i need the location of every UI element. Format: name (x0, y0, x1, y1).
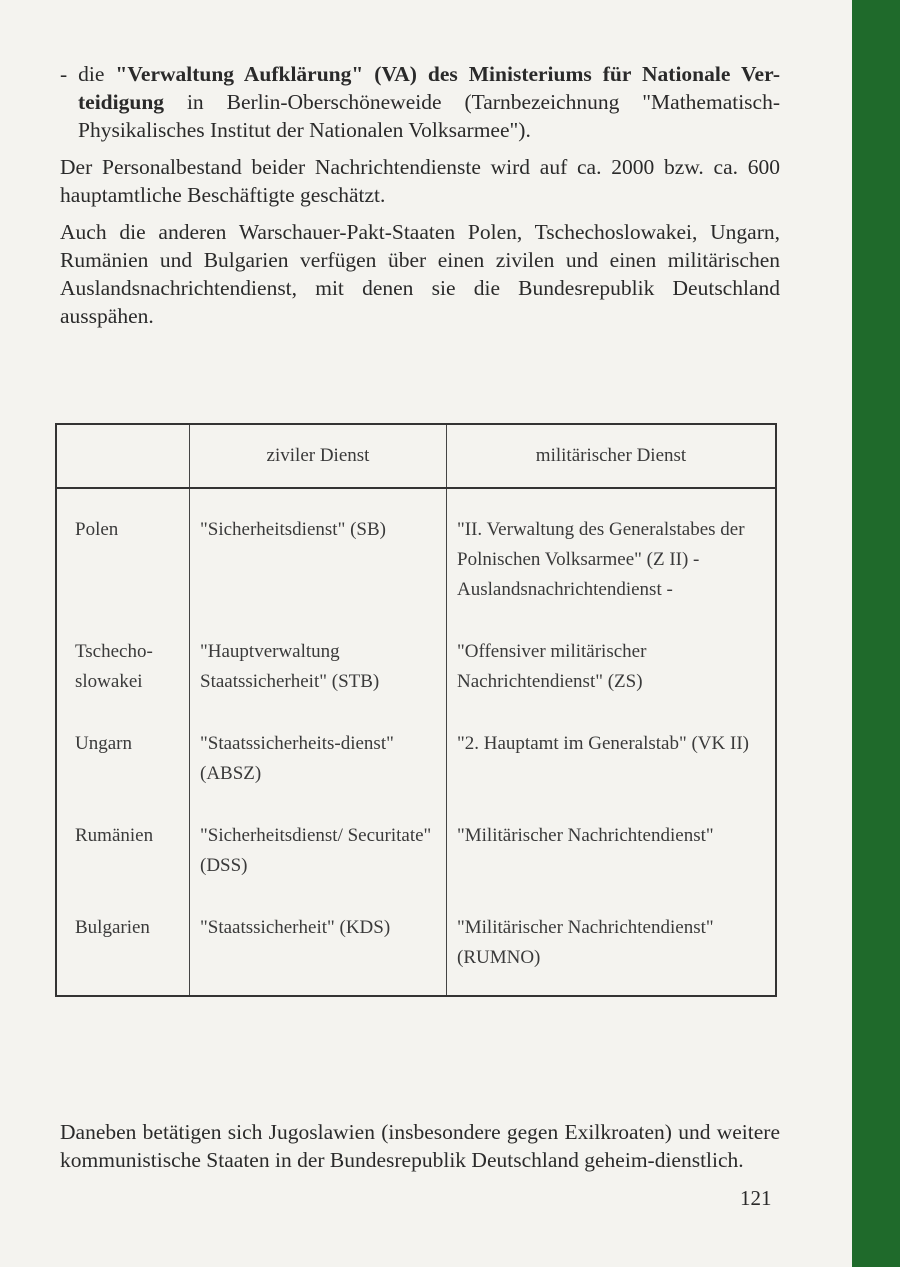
header-country (56, 424, 190, 488)
military-cell: "2. Hauptamt im Generalstab" (VK II) (457, 733, 749, 754)
civil-cell: "Hauptverwaltung Staatssicherheit" (STB) (190, 611, 447, 703)
header-military: militärischer Dienst (447, 424, 777, 488)
table-row (56, 795, 776, 887)
closing-paragraph: Daneben betätigen sich Jugoslawien (insbesondere gegen Exilkroaten) und weitere kommunistische Staaten in der Bundesrepublik Deutschland geheim-dienstlich. (60, 1119, 780, 1172)
country-cell: Polen (56, 488, 190, 611)
country-cell: Bulgarien (56, 887, 190, 996)
table-row (56, 611, 776, 703)
civil-cell: "Staatssicherheit" (KDS) (190, 887, 447, 996)
warsaw-pact-paragraph: Auch die anderen Warschauer-Pakt-Staaten Polen, Tschechoslowakei, Ungarn, Rumänien und Bulgarien verfügen über einen zivilen und einen militärischen Auslandsnachrichtendienst, mit denen sie die Bundesrepublik Deutschland ausspähen. (60, 220, 780, 328)
bold-agency-name: "Verwaltung Aufklärung" (VA) des Ministeriums für Nationale Ver-teidigung (78, 62, 780, 114)
table-header-row (56, 424, 776, 488)
personnel-paragraph: Der Personalbestand beider Nachrichtendienste wird auf ca. 2000 bzw. ca. 600 hauptamtliche Beschäftigte geschätzt. (60, 155, 780, 207)
page-number: 121 (740, 1186, 772, 1210)
civil-cell: "Staatssicherheits-dienst" (ABSZ) (190, 703, 447, 795)
military-cell: "Militärischer Nachrichtendienst" (457, 825, 714, 846)
military-cell: "Offensiver militärischer Nachrichtendienst" (ZS) (457, 641, 647, 692)
intelligence-services-table (55, 423, 777, 997)
military-cell: "Militärischer Nachrichtendienst" (RUMNO) (457, 917, 714, 968)
intro-text (60, 60, 780, 339)
civil-cell: "Sicherheitsdienst/ Securitate" (DSS) (190, 795, 447, 887)
header-civil: ziviler Dienst (190, 424, 447, 488)
country-cell: Ungarn (56, 703, 190, 795)
civil-cell: "Sicherheitsdienst" (SB) (190, 488, 447, 611)
military-cell: "II. Verwaltung des Generalstabes der Polnischen Volksarmee" (Z II) - Auslandsnachrichtendienst - (457, 519, 745, 600)
bullet-prefix: - die (60, 62, 116, 86)
country-cell: Tschecho-slowakei (56, 611, 190, 703)
table-row (56, 887, 776, 996)
green-side-bar (852, 0, 900, 1267)
table-row (56, 488, 776, 611)
table-row (56, 703, 776, 795)
country-cell: Rumänien (56, 795, 190, 887)
bullet-paragraph (60, 60, 780, 144)
agency-location: in Berlin-Oberschöneweide (Tarnbezeichnung "Mathematisch-Physikalisches Institut der Nationalen Volksarmee"). (78, 90, 780, 142)
